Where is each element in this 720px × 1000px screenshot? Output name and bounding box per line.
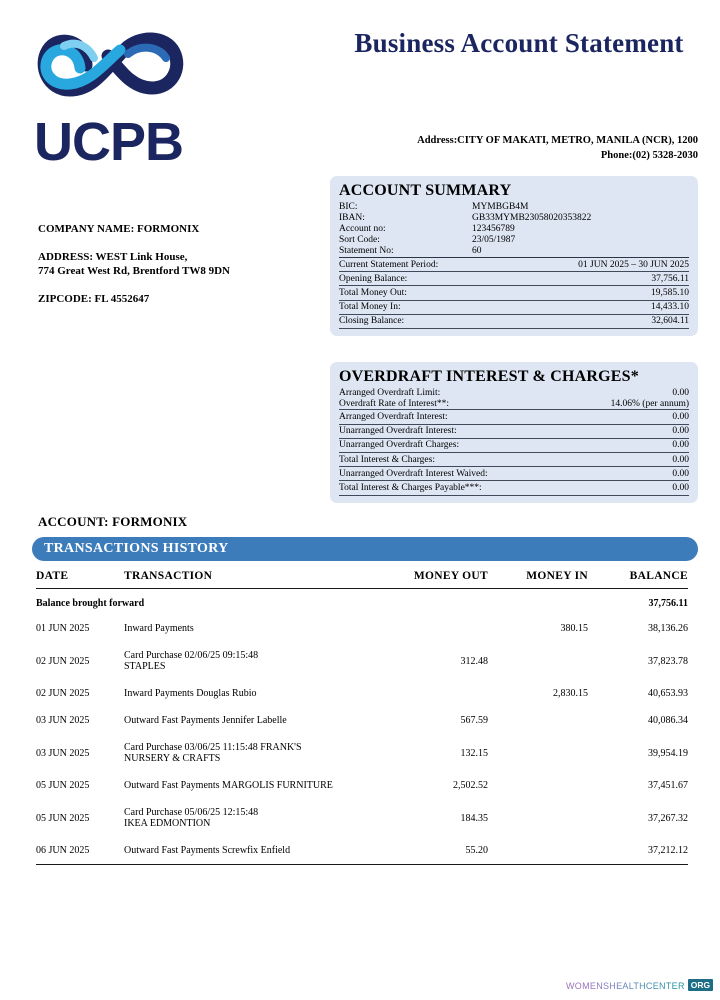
summary-field-row (339, 235, 689, 246)
column-header-transaction: TRANSACTION (124, 570, 388, 589)
transactions-banner-label: TRANSACTIONS HISTORY (44, 541, 229, 556)
overdraft-row (339, 387, 689, 398)
row-balance: 37,212.12 (648, 845, 688, 856)
brought-forward-money-in (488, 589, 588, 616)
overdraft-row (339, 452, 689, 466)
bank-contact (330, 134, 698, 164)
summary-field-row (339, 212, 689, 223)
row-date: 05 JUN 2025 (36, 812, 90, 824)
balance-brought-forward-row (36, 589, 688, 616)
summary-row (339, 272, 689, 286)
row-date: 05 JUN 2025 (36, 780, 90, 791)
table-closing-rule (36, 865, 688, 866)
bank-logo-text: UCPB (34, 112, 184, 172)
summary-field-label: Account no: (339, 223, 386, 234)
overdraft-row-value: 0.00 (568, 410, 689, 424)
footer-watermark (566, 966, 711, 992)
overdraft-row-value: 14.06% (per annum) (610, 398, 689, 409)
row-balance: 37,451.67 (648, 780, 688, 791)
summary-field-label: BIC: (339, 201, 358, 212)
row-money-in (488, 707, 588, 734)
transactions-header-row (36, 570, 688, 589)
bank-logo (28, 18, 223, 173)
summary-row-label: Closing Balance: (339, 314, 472, 328)
row-balance: 37,823.78 (648, 655, 688, 667)
table-row (36, 615, 688, 642)
table-row (36, 707, 688, 734)
brought-forward-label: Balance brought forward (36, 598, 145, 609)
summary-row-value: 14,433.10 (472, 300, 689, 314)
summary-row-label: Current Statement Period: (339, 257, 472, 271)
table-row (36, 837, 688, 865)
table-closing-rule-cell (36, 865, 688, 866)
overdraft-row-value: 0.00 (568, 452, 689, 466)
row-money-out: 55.20 (465, 845, 488, 856)
table-row (36, 772, 688, 799)
summary-row (339, 300, 689, 314)
row-money-in (488, 772, 588, 799)
overdraft-heading: OVERDRAFT INTEREST & CHARGES* (339, 368, 639, 385)
summary-row-value: 19,585.10 (472, 286, 689, 300)
overdraft-row-value: 0.00 (568, 424, 689, 438)
summary-row-value: 32,604.11 (472, 314, 689, 328)
overdraft-row (339, 424, 689, 438)
row-money-out: 567.59 (460, 715, 488, 726)
row-money-out (388, 615, 488, 642)
overdraft-row-value: 0.00 (568, 438, 689, 452)
row-date: 06 JUN 2025 (36, 845, 90, 856)
row-date: 02 JUN 2025 (36, 688, 90, 699)
overdraft-row-label: Total Interest & Charges: (339, 452, 568, 466)
row-money-out: 132.15 (460, 747, 488, 759)
brought-forward-balance: 37,756.11 (648, 598, 688, 609)
summary-row (339, 314, 689, 328)
row-balance: 40,653.93 (648, 688, 688, 699)
bank-phone: Phone:(02) 5328-2030 (600, 149, 698, 161)
row-money-in (488, 837, 588, 865)
summary-field-value: 123456789 (472, 223, 515, 234)
row-description (124, 799, 388, 837)
row-description-line1: Outward Fast Payments MARGOLIS FURNITURE (124, 780, 333, 791)
account-summary-fields (339, 201, 689, 329)
summary-row-value: 01 JUN 2025 – 30 JUN 2025 (472, 257, 689, 271)
row-description (124, 642, 388, 680)
brought-forward-money-out (388, 589, 488, 616)
row-balance: 39,954.19 (648, 747, 688, 759)
column-header-money-out: MONEY OUT (388, 570, 488, 589)
transactions-history-banner (32, 537, 698, 561)
row-money-out: 184.35 (460, 812, 488, 824)
overdraft-row-label: Arranged Overdraft Interest: (339, 410, 568, 424)
row-description-line2: STAPLES (124, 661, 166, 672)
row-description (124, 680, 388, 707)
overdraft-row (339, 438, 689, 452)
summary-field-value: MYMBGB4M (472, 201, 529, 212)
row-date: 02 JUN 2025 (36, 655, 90, 667)
summary-row (339, 286, 689, 300)
customer-address-line1: ADDRESS: WEST Link House, (38, 250, 188, 263)
overdraft-row-label: Unarranged Overdraft Interest Waived: (339, 467, 568, 481)
summary-field-label: Statement No: (339, 246, 394, 257)
bank-address: Address:CITY OF MAKATI, METRO, MANILA (NCR), 1200 (417, 135, 698, 146)
summary-field-label: Sort Code: (339, 235, 380, 246)
row-description-line1: Inward Payments (124, 623, 194, 634)
row-money-in: 2,830.15 (553, 688, 588, 699)
row-balance: 37,267.32 (648, 812, 688, 824)
overdraft-table (339, 387, 689, 496)
customer-zipcode: ZIPCODE: FL 4552647 (38, 292, 150, 305)
overdraft-row (339, 467, 689, 481)
row-description-line1: Card Purchase 03/06/25 11:15:48 FRANK'S (124, 742, 302, 753)
customer-company: COMPANY NAME: FORMONIX (38, 223, 200, 235)
overdraft-row-label: Overdraft Rate of Interest**: (339, 398, 449, 409)
overdraft-row (339, 398, 689, 410)
row-money-out (388, 680, 488, 707)
overdraft-row-value: 0.00 (568, 481, 689, 495)
row-description-line1: Outward Fast Payments Jennifer Labelle (124, 715, 287, 726)
summary-row-label: Total Money Out: (339, 286, 472, 300)
row-description (124, 707, 388, 734)
summary-field-label: IBAN: (339, 212, 365, 223)
row-description-line2: NURSERY & CRAFTS (124, 753, 221, 764)
row-balance: 40,086.34 (648, 715, 688, 726)
overdraft-row-value: 0.00 (672, 387, 689, 398)
watermark-text: WOMENSHEALTHCENTER (566, 981, 685, 991)
customer-address (38, 250, 318, 279)
table-row (36, 642, 688, 680)
row-money-out: 312.48 (460, 655, 488, 667)
account-summary-panel (330, 176, 698, 336)
overdraft-row (339, 481, 689, 495)
summary-field-row (339, 201, 689, 212)
row-date: 03 JUN 2025 (36, 747, 90, 759)
customer-details (38, 222, 318, 306)
column-header-money-in: MONEY IN (488, 570, 588, 589)
row-description (124, 615, 388, 642)
row-description-line2: IKEA EDMONTION (124, 818, 211, 829)
overdraft-panel (330, 362, 698, 503)
row-description-line1: Inward Payments Douglas Rubio (124, 688, 257, 699)
row-money-out: 2,502.52 (453, 780, 488, 791)
overdraft-row-label: Unarranged Overdraft Interest: (339, 424, 568, 438)
column-header-balance: BALANCE (588, 570, 688, 589)
table-row (36, 799, 688, 837)
summary-field-value: 60 (472, 246, 482, 257)
row-balance: 38,136.26 (648, 623, 688, 634)
summary-field-value: 23/05/1987 (472, 235, 516, 246)
row-money-in: 380.15 (560, 623, 588, 634)
account-summary-heading: ACCOUNT SUMMARY (339, 182, 512, 199)
row-date: 03 JUN 2025 (36, 715, 90, 726)
row-description (124, 837, 388, 865)
row-description-line1: Card Purchase 05/06/25 12:15:48 (124, 807, 259, 818)
summary-row-label: Total Money In: (339, 300, 472, 314)
summary-row (339, 257, 689, 271)
infinity-loop-icon (28, 18, 208, 113)
watermark-org-badge: ORG (688, 979, 713, 991)
overdraft-row (339, 410, 689, 424)
table-row (36, 680, 688, 707)
transactions-account-label: ACCOUNT: FORMONIX (38, 514, 188, 529)
overdraft-row-label: Unarranged Overdraft Charges: (339, 438, 568, 452)
row-money-in (488, 734, 588, 772)
transactions-table (36, 570, 688, 865)
summary-field-value: GB33MYMB23058020353822 (472, 212, 592, 223)
overdraft-row-label: Arranged Overdraft Limit: (339, 387, 441, 398)
customer-address-line2: 774 Great West Rd, Brentford TW8 9DN (38, 265, 230, 278)
column-header-date: DATE (36, 570, 124, 589)
summary-field-row (339, 223, 689, 234)
row-date: 01 JUN 2025 (36, 623, 90, 634)
table-row (36, 734, 688, 772)
summary-field-row (339, 246, 689, 258)
row-description (124, 772, 388, 799)
summary-row-value: 37,756.11 (472, 272, 689, 286)
page-title: Business Account Statement (354, 28, 684, 58)
overdraft-row-label: Total Interest & Charges Payable***: (339, 481, 568, 495)
summary-row-label: Opening Balance: (339, 272, 472, 286)
row-money-in (488, 642, 588, 680)
row-description-line1: Outward Fast Payments Screwfix Enfield (124, 845, 291, 856)
overdraft-row-value: 0.00 (568, 467, 689, 481)
row-money-in (488, 799, 588, 837)
row-description (124, 734, 388, 772)
row-description-line1: Card Purchase 02/06/25 09:15:48 (124, 650, 259, 661)
